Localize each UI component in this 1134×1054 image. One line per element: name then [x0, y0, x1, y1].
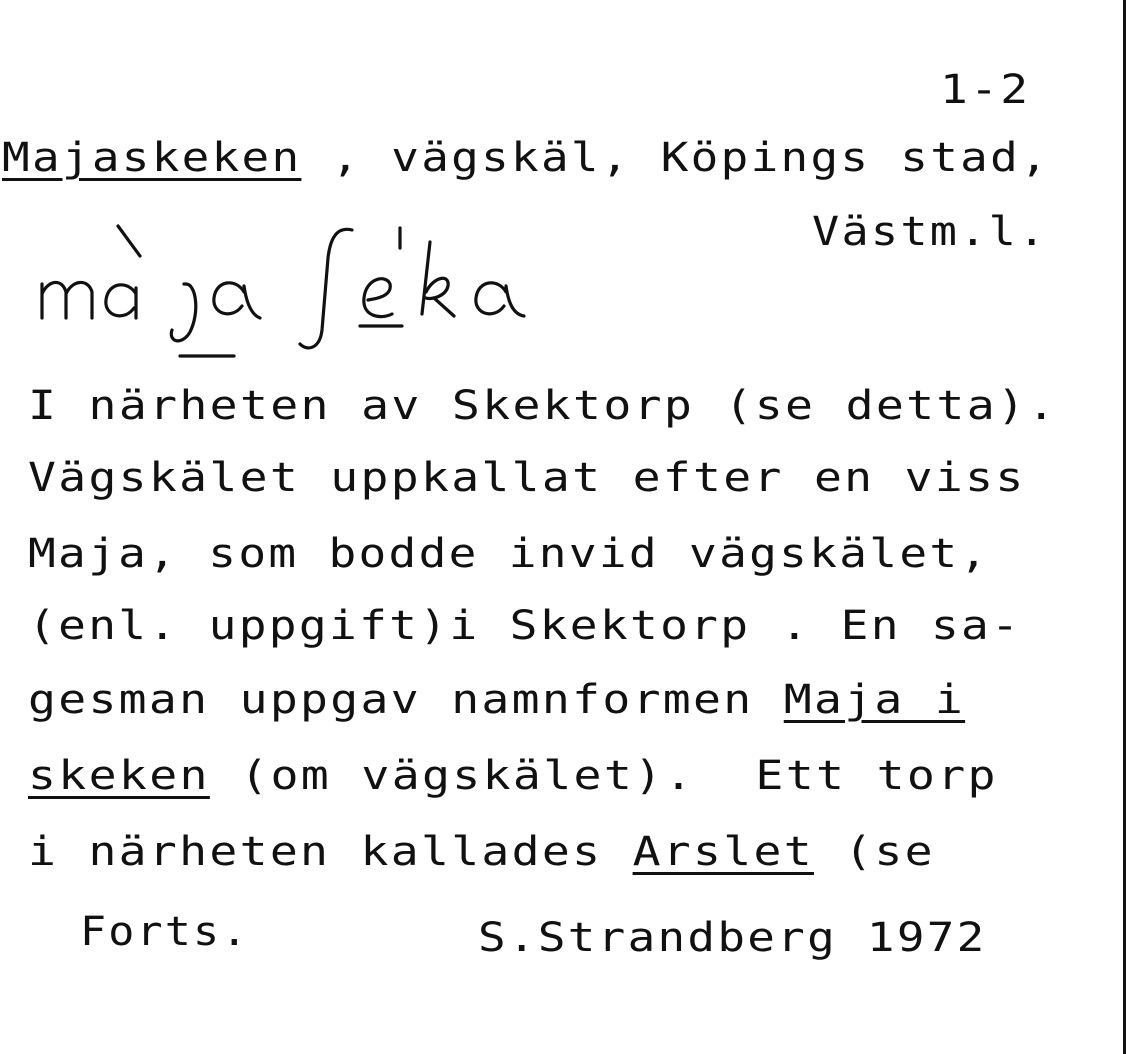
name-form-maja-i: Maja i	[783, 677, 966, 723]
card-number: 1-2	[940, 67, 1031, 113]
card-edge-line	[1123, 0, 1126, 1054]
place-name-arslet: Arslet	[632, 829, 814, 875]
handwritten-pronunciation	[30, 222, 550, 362]
body-line-7	[28, 829, 935, 875]
body-line-7-text: i närheten kallades	[28, 829, 633, 875]
body-line-2: Vägskälet uppkallat efter en viss	[28, 455, 1026, 501]
body-line-6	[28, 753, 998, 799]
header-line	[2, 135, 1050, 181]
region: Västm.l.	[812, 209, 1048, 255]
continued-note: Forts.	[80, 909, 250, 955]
body-line-3: Maja, som bodde invid vägskälet,	[28, 531, 990, 577]
body-line-5	[28, 677, 966, 723]
body-line-1: I närheten av Skektorp (se detta).	[28, 383, 1058, 429]
body-line-7-rest: (se	[813, 829, 935, 875]
body-line-4: (enl. uppgift)i Skektorp . En sa-	[28, 603, 1022, 649]
headword: Majaskeken	[2, 135, 302, 181]
signature: S.Strandberg 1972	[478, 915, 987, 961]
body-line-5-text: gesman uppgav namnformen	[28, 677, 784, 723]
header-description: , vägskäl, Köpings stad,	[301, 135, 1050, 181]
body-line-6-text: (om vägskälet). Ett torp	[209, 753, 998, 799]
name-form-skeken: skeken	[28, 753, 210, 799]
